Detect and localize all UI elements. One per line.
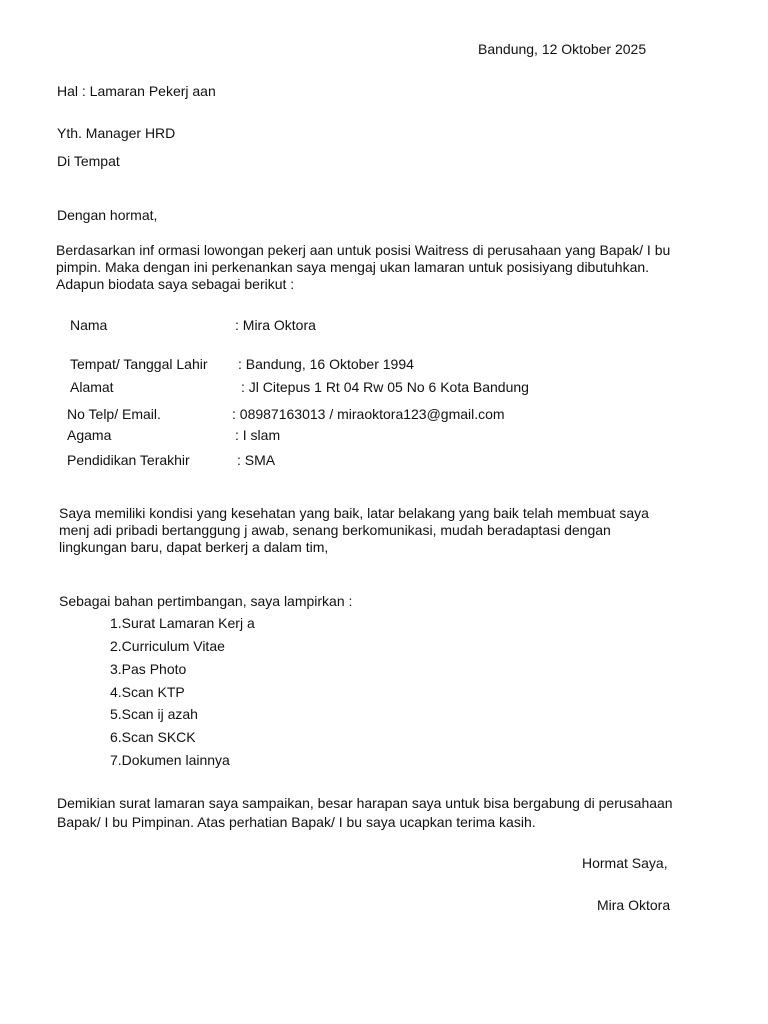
attachment-item: 1.Surat Lamaran Kerj a xyxy=(110,615,255,631)
qualities-line: lingkungan baru, dapat berkerj a dalam tim, xyxy=(59,539,329,555)
recipient-place: Di Tempat xyxy=(57,153,120,169)
closing-line: Demikian surat lamaran saya sampaikan, besar harapan saya untuk bisa bergabung di perusahaan xyxy=(57,795,673,811)
intro-line: pimpin. Maka dengan ini perkenankan saya mengaj ukan lamaran untuk posisiyang dibutuhkan. xyxy=(56,259,650,275)
qualities-line: Saya memiliki kondisi yang kesehatan yang baik, latar belakang yang baik telah membuat saya xyxy=(59,505,649,521)
signature-name: Mira Oktora xyxy=(597,897,671,913)
attachment-item: 6.Scan SKCK xyxy=(110,729,196,745)
biodata-value: : Mira Oktora xyxy=(235,317,316,333)
attachments-intro: Sebagai bahan pertimbangan, saya lampirkan : xyxy=(59,593,353,609)
biodata-value: : Jl Citepus 1 Rt 04 Rw 05 No 6 Kota Bandung xyxy=(241,379,529,395)
attachment-item: 5.Scan ij azah xyxy=(110,706,198,722)
intro-paragraph xyxy=(56,242,670,293)
recipient: Yth. Manager HRD xyxy=(57,125,176,141)
greeting: Dengan hormat, xyxy=(57,207,158,223)
biodata-label: Alamat xyxy=(70,379,114,395)
attachment-item: 7.Dokumen lainnya xyxy=(110,752,230,768)
regards: Hormat Saya, xyxy=(582,855,668,871)
place-date: Bandung, 12 Oktober 2025 xyxy=(478,41,647,57)
qualities-line: menj adi pribadi bertanggung j awab, senang berkomunikasi, mudah beradaptasi dengan xyxy=(59,522,611,538)
biodata-value: : I slam xyxy=(235,427,281,443)
biodata-label: Nama xyxy=(70,317,108,333)
biodata-value: : SMA xyxy=(237,452,276,468)
biodata-value: : Bandung, 16 Oktober 1994 xyxy=(238,356,414,372)
intro-line: Adapun biodata saya sebagai berikut : xyxy=(56,276,295,292)
attachment-item: 4.Scan KTP xyxy=(110,684,185,700)
biodata-label: Tempat/ Tanggal Lahir xyxy=(70,356,208,372)
letter-subject: Hal : Lamaran Pekerj aan xyxy=(57,83,216,99)
biodata-label: Agama xyxy=(67,427,112,443)
intro-line: Berdasarkan inf ormasi lowongan pekerj aan untuk posisi Waitress di perusahaan yang Bapak/ I bu xyxy=(56,242,671,258)
attachment-item: 3.Pas Photo xyxy=(110,661,187,677)
biodata-label: Pendidikan Terakhir xyxy=(67,452,190,468)
qualities-paragraph xyxy=(59,505,649,556)
closing-paragraph xyxy=(57,794,673,832)
biodata-label: No Telp/ Email. xyxy=(67,406,161,422)
closing-line: Bapak/ I bu Pimpinan. Atas perhatian Bapak/ I bu saya ucapkan terima kasih. xyxy=(57,814,536,830)
biodata-value: : 08987163013 / miraoktora123@gmail.com xyxy=(232,406,505,422)
attachment-item: 2.Curriculum Vitae xyxy=(110,638,225,654)
